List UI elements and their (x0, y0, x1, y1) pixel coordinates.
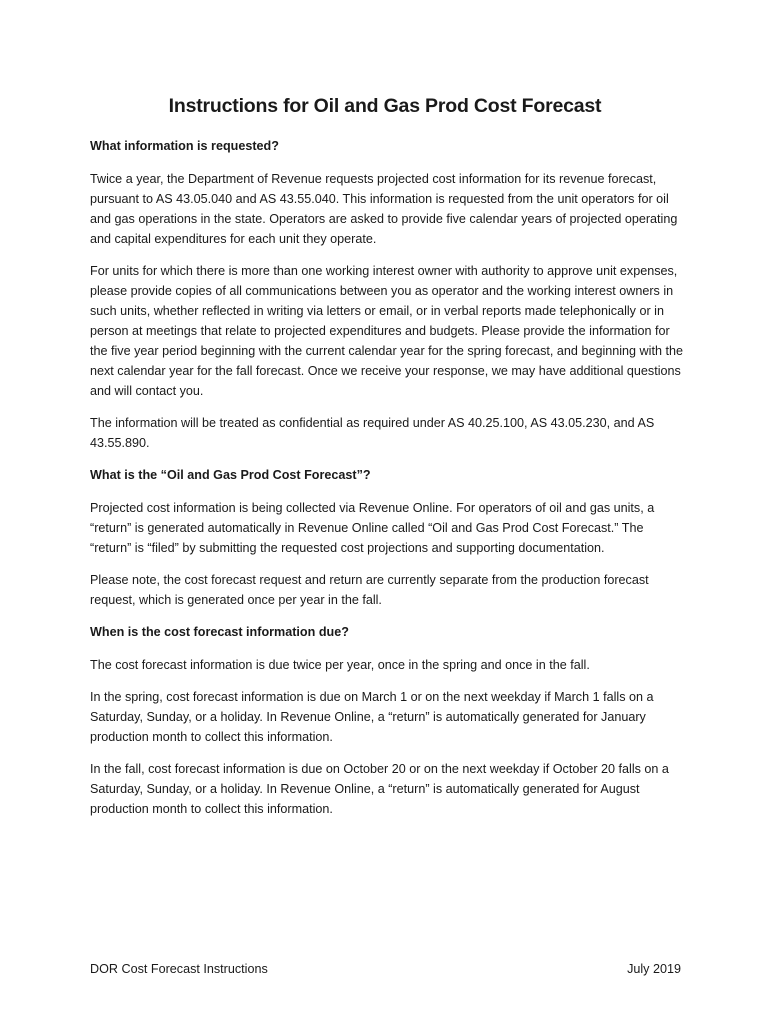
paragraph-please-note: Please note, the cost forecast request and return are currently separate from the production forecast request, which is generated once per year in the fall. (90, 573, 649, 607)
page-title: Instructions for Oil and Gas Prod Cost Forecast (168, 95, 602, 117)
paragraph-twice-a-year: Twice a year, the Department of Revenue requests projected cost information for its revenue forecast, pursuant to AS 43.05.040 and AS 43.55.040. This information is requested from the unit operators for oil and gas operations in the state. Operators are asked to provide five calendar years of projected operating and capital expenditures for each unit they operate. (90, 172, 678, 246)
footer-date: July 2019 (627, 962, 681, 976)
paragraph-revenue-online: Projected cost information is being collected via Revenue Online. For operators of oil and gas units, a “return” is generated automatically in Revenue Online called “Oil and Gas Prod Cost Forecast.” The “return” is “filed” by submitting the requested cost projections and supporting documentation. (90, 501, 655, 555)
page-footer (90, 962, 681, 976)
paragraph-spring-due: In the spring, cost forecast information is due on March 1 or on the next weekday if March 1 falls on a Saturday, Sunday, or a holiday. In Revenue Online, a “return” is automatically generated for January production month to collect this information. (90, 690, 654, 744)
paragraph-confidential: The information will be treated as confidential as required under AS 40.25.100, AS 43.05.230, and AS 43.55.890. (90, 416, 655, 450)
section-heading-what-is: What is the “Oil and Gas Prod Cost Forecast”? (90, 468, 371, 482)
paragraph-fall-due: In the fall, cost forecast information is due on October 20 or on the next weekday if October 20 falls on a Saturday, Sunday, or a holiday. In Revenue Online, a “return” is automatically generated for August production month to collect this information. (90, 762, 669, 816)
section-heading-when-due: When is the cost forecast information due? (90, 625, 349, 639)
document-body (90, 136, 688, 831)
footer-left-text: DOR Cost Forecast Instructions (90, 962, 268, 976)
paragraph-due-twice: The cost forecast information is due twice per year, once in the spring and once in the fall. (90, 658, 590, 672)
section-heading-requested: What information is requested? (90, 139, 279, 153)
paragraph-working-interest: For units for which there is more than one working interest owner with authority to approve unit expenses, please provide copies of all communications between you as operator and the working interest owners in such units, whether reflected in writing via letters or email, or in verbal reports made telephonically or in person at meetings that relate to projected expenditures and budgets. Please provide the information for the five year period beginning with the current calendar year for the spring forecast, and beginning with the next calendar year for the fall forecast. Once we receive your response, we may have additional questions and will contact you. (90, 264, 683, 398)
